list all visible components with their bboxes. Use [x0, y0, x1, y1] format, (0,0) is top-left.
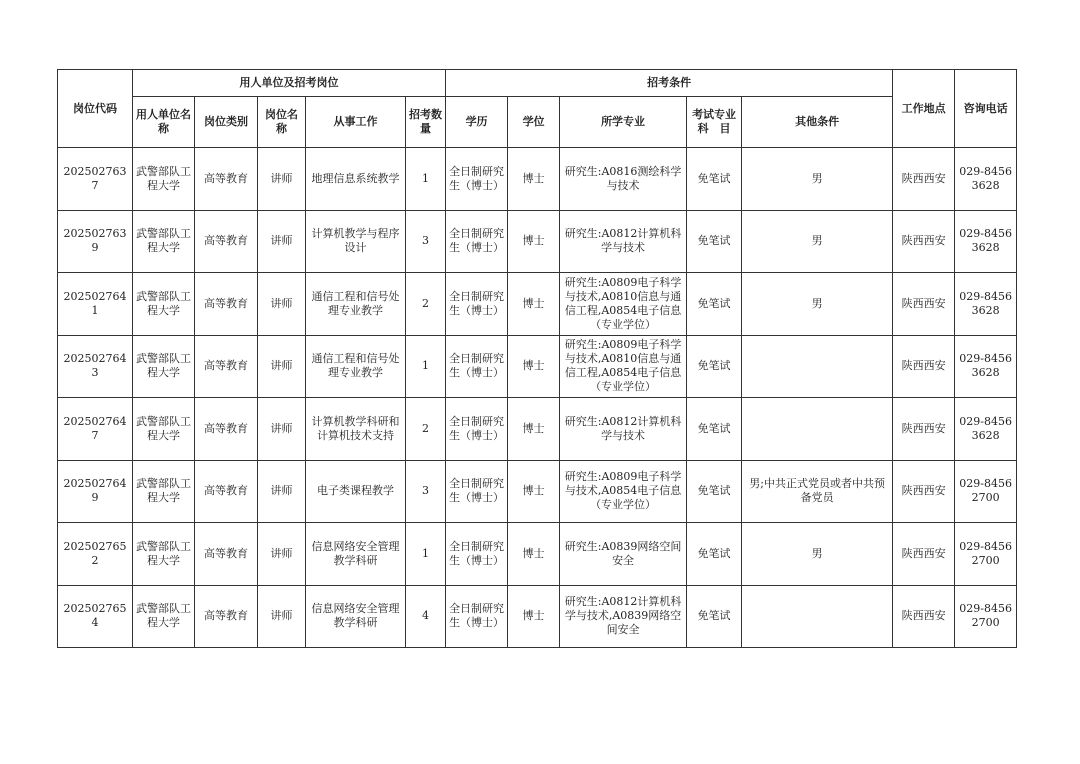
cell-phone: 029-84563628	[955, 148, 1017, 211]
cell-work: 地理信息系统教学	[306, 148, 406, 211]
table-row	[58, 523, 1017, 586]
header-major: 所学专业	[560, 97, 687, 148]
cell-unit: 武警部队工程大学	[133, 148, 195, 211]
cell-exam: 免笔试	[687, 585, 742, 648]
cell-unit: 武警部队工程大学	[133, 273, 195, 336]
cell-work: 信息网络安全管理教学科研	[306, 585, 406, 648]
table-row	[58, 148, 1017, 211]
cell-location: 陕西西安	[893, 273, 955, 336]
header-location: 工作地点	[893, 70, 955, 148]
cell-exam: 免笔试	[687, 148, 742, 211]
cell-post: 讲师	[258, 460, 306, 523]
cell-degree: 博士	[508, 460, 560, 523]
cell-type: 高等教育	[195, 523, 258, 586]
cell-code: 2025027654	[58, 585, 133, 648]
cell-post: 讲师	[258, 273, 306, 336]
cell-degree: 博士	[508, 273, 560, 336]
cell-type: 高等教育	[195, 210, 258, 273]
header-degree: 学位	[508, 97, 560, 148]
cell-work: 通信工程和信号处理专业教学	[306, 335, 406, 398]
header-group-conditions: 招考条件	[446, 70, 893, 97]
cell-type: 高等教育	[195, 273, 258, 336]
cell-education: 全日制研究生（博士）	[446, 273, 508, 336]
table-body	[58, 148, 1017, 648]
cell-unit: 武警部队工程大学	[133, 585, 195, 648]
cell-major: 研究生:A0809电子科学与技术,A0810信息与通信工程,A0854电子信息（专业学位）	[560, 335, 687, 398]
cell-education: 全日制研究生（博士）	[446, 523, 508, 586]
cell-count: 4	[406, 585, 446, 648]
table-header	[58, 70, 1017, 148]
cell-degree: 博士	[508, 148, 560, 211]
cell-other	[742, 398, 893, 461]
cell-unit: 武警部队工程大学	[133, 523, 195, 586]
cell-phone: 029-84563628	[955, 335, 1017, 398]
table-row	[58, 398, 1017, 461]
table-row	[58, 210, 1017, 273]
cell-unit: 武警部队工程大学	[133, 398, 195, 461]
cell-code: 2025027649	[58, 460, 133, 523]
cell-count: 1	[406, 148, 446, 211]
cell-code: 2025027641	[58, 273, 133, 336]
cell-count: 1	[406, 523, 446, 586]
table-row	[58, 335, 1017, 398]
recruitment-table	[57, 69, 1017, 648]
cell-major: 研究生:A0816测绘科学与技术	[560, 148, 687, 211]
cell-count: 2	[406, 398, 446, 461]
cell-other: 男	[742, 210, 893, 273]
cell-count: 3	[406, 210, 446, 273]
cell-type: 高等教育	[195, 585, 258, 648]
cell-type: 高等教育	[195, 335, 258, 398]
cell-post: 讲师	[258, 210, 306, 273]
cell-major: 研究生:A0809电子科学与技术,A0854电子信息（专业学位）	[560, 460, 687, 523]
cell-post: 讲师	[258, 523, 306, 586]
cell-count: 2	[406, 273, 446, 336]
cell-unit: 武警部队工程大学	[133, 335, 195, 398]
cell-other: 男	[742, 148, 893, 211]
cell-type: 高等教育	[195, 398, 258, 461]
header-post-name: 岗位名称	[258, 97, 306, 148]
cell-education: 全日制研究生（博士）	[446, 210, 508, 273]
table-row	[58, 460, 1017, 523]
cell-post: 讲师	[258, 148, 306, 211]
cell-degree: 博士	[508, 335, 560, 398]
cell-major: 研究生:A0812计算机科学与技术	[560, 398, 687, 461]
cell-degree: 博士	[508, 523, 560, 586]
cell-exam: 免笔试	[687, 523, 742, 586]
cell-phone: 029-84563628	[955, 273, 1017, 336]
cell-other: 男	[742, 273, 893, 336]
table-row	[58, 273, 1017, 336]
cell-degree: 博士	[508, 585, 560, 648]
cell-code: 2025027637	[58, 148, 133, 211]
header-exam: 考试专业科 目	[687, 97, 742, 148]
cell-phone: 029-84563628	[955, 210, 1017, 273]
cell-education: 全日制研究生（博士）	[446, 335, 508, 398]
header-education: 学历	[446, 97, 508, 148]
cell-location: 陕西西安	[893, 148, 955, 211]
cell-exam: 免笔试	[687, 273, 742, 336]
cell-work: 通信工程和信号处理专业教学	[306, 273, 406, 336]
header-group-unit: 用人单位及招考岗位	[133, 70, 446, 97]
cell-other	[742, 335, 893, 398]
cell-type: 高等教育	[195, 148, 258, 211]
cell-post: 讲师	[258, 398, 306, 461]
cell-count: 3	[406, 460, 446, 523]
header-phone: 咨询电话	[955, 70, 1017, 148]
cell-code: 2025027639	[58, 210, 133, 273]
header-count: 招考数量	[406, 97, 446, 148]
cell-phone: 029-84562700	[955, 460, 1017, 523]
recruitment-table-sheet	[57, 69, 1016, 648]
cell-post: 讲师	[258, 585, 306, 648]
cell-major: 研究生:A0812计算机科学与技术	[560, 210, 687, 273]
cell-exam: 免笔试	[687, 398, 742, 461]
cell-work: 计算机教学与程序设计	[306, 210, 406, 273]
cell-major: 研究生:A0812计算机科学与技术,A0839网络空间安全	[560, 585, 687, 648]
cell-exam: 免笔试	[687, 335, 742, 398]
cell-location: 陕西西安	[893, 398, 955, 461]
cell-education: 全日制研究生（博士）	[446, 148, 508, 211]
cell-location: 陕西西安	[893, 210, 955, 273]
cell-other: 男;中共正式党员或者中共预备党员	[742, 460, 893, 523]
table-row	[58, 585, 1017, 648]
cell-code: 2025027643	[58, 335, 133, 398]
header-work: 从事工作	[306, 97, 406, 148]
cell-phone: 029-84562700	[955, 585, 1017, 648]
header-code: 岗位代码	[58, 70, 133, 148]
cell-exam: 免笔试	[687, 210, 742, 273]
cell-work: 计算机教学科研和计算机技术支持	[306, 398, 406, 461]
cell-unit: 武警部队工程大学	[133, 460, 195, 523]
header-post-type: 岗位类别	[195, 97, 258, 148]
cell-major: 研究生:A0809电子科学与技术,A0810信息与通信工程,A0854电子信息（专业学位）	[560, 273, 687, 336]
header-other: 其他条件	[742, 97, 893, 148]
cell-code: 2025027647	[58, 398, 133, 461]
cell-location: 陕西西安	[893, 523, 955, 586]
cell-phone: 029-84562700	[955, 523, 1017, 586]
cell-phone: 029-84563628	[955, 398, 1017, 461]
cell-major: 研究生:A0839网络空间安全	[560, 523, 687, 586]
cell-location: 陕西西安	[893, 460, 955, 523]
cell-unit: 武警部队工程大学	[133, 210, 195, 273]
cell-location: 陕西西安	[893, 585, 955, 648]
cell-education: 全日制研究生（博士）	[446, 398, 508, 461]
cell-degree: 博士	[508, 398, 560, 461]
cell-work: 信息网络安全管理教学科研	[306, 523, 406, 586]
cell-degree: 博士	[508, 210, 560, 273]
cell-other	[742, 585, 893, 648]
cell-exam: 免笔试	[687, 460, 742, 523]
cell-location: 陕西西安	[893, 335, 955, 398]
cell-count: 1	[406, 335, 446, 398]
cell-work: 电子类课程教学	[306, 460, 406, 523]
cell-education: 全日制研究生（博士）	[446, 460, 508, 523]
cell-code: 2025027652	[58, 523, 133, 586]
cell-other: 男	[742, 523, 893, 586]
cell-type: 高等教育	[195, 460, 258, 523]
cell-post: 讲师	[258, 335, 306, 398]
header-unit-name: 用人单位名 称	[133, 97, 195, 148]
cell-education: 全日制研究生（博士）	[446, 585, 508, 648]
